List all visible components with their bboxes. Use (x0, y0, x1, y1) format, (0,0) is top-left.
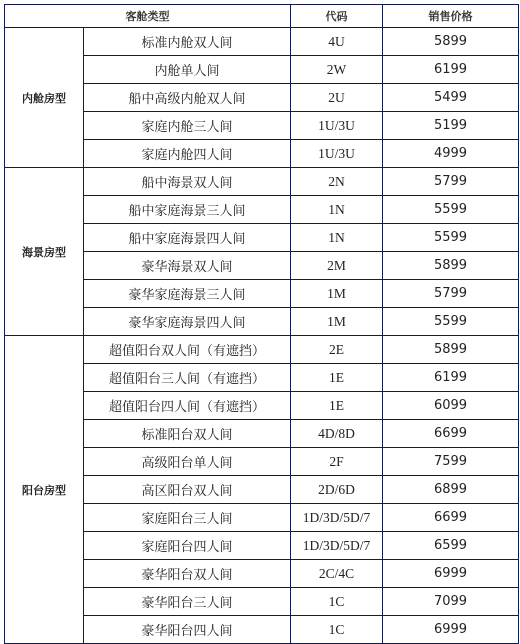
price-cell: 6999 (383, 616, 519, 644)
price-cell: 5599 (383, 308, 519, 336)
room-name-cell: 船中海景双人间 (84, 168, 291, 196)
code-cell: 1E (291, 392, 383, 420)
price-cell: 6699 (383, 504, 519, 532)
price-cell: 6199 (383, 364, 519, 392)
room-name-cell: 豪华阳台四人间 (84, 616, 291, 644)
price-cell: 7599 (383, 448, 519, 476)
price-table (4, 4, 519, 644)
header-price: 销售价格 (383, 5, 519, 28)
room-name-cell: 高级阳台单人间 (84, 448, 291, 476)
room-group-label: 海景房型 (5, 168, 84, 336)
room-name-cell: 标准内舱双人间 (84, 28, 291, 56)
room-name-cell: 船中家庭海景三人间 (84, 196, 291, 224)
price-cell: 7099 (383, 588, 519, 616)
code-cell: 2W (291, 56, 383, 84)
header-row (5, 5, 519, 28)
code-cell: 1E (291, 364, 383, 392)
code-cell: 4U (291, 28, 383, 56)
code-cell: 2U (291, 84, 383, 112)
room-name-cell: 家庭内舱三人间 (84, 112, 291, 140)
room-name-cell: 内舱单人间 (84, 56, 291, 84)
room-name-cell: 豪华海景双人间 (84, 252, 291, 280)
code-cell: 2E (291, 336, 383, 364)
room-name-cell: 标准阳台双人间 (84, 420, 291, 448)
price-cell: 5899 (383, 28, 519, 56)
price-cell: 6899 (383, 476, 519, 504)
code-cell: 1U/3U (291, 140, 383, 168)
table-row (5, 168, 519, 196)
room-group-label: 内舱房型 (5, 28, 84, 168)
code-cell: 1M (291, 280, 383, 308)
table-body (5, 28, 519, 644)
price-cell: 5599 (383, 224, 519, 252)
room-name-cell: 高区阳台双人间 (84, 476, 291, 504)
room-name-cell: 家庭阳台三人间 (84, 504, 291, 532)
room-name-cell: 豪华阳台双人间 (84, 560, 291, 588)
price-cell: 5599 (383, 196, 519, 224)
price-cell: 5199 (383, 112, 519, 140)
table-row (5, 28, 519, 56)
code-cell: 2N (291, 168, 383, 196)
code-cell: 2D/6D (291, 476, 383, 504)
room-name-cell: 家庭阳台四人间 (84, 532, 291, 560)
code-cell: 1M (291, 308, 383, 336)
price-cell: 5799 (383, 168, 519, 196)
room-name-cell: 超值阳台三人间（有遮挡） (84, 364, 291, 392)
code-cell: 1U/3U (291, 112, 383, 140)
price-cell: 5899 (383, 252, 519, 280)
room-name-cell: 家庭内舱四人间 (84, 140, 291, 168)
room-group-label: 阳台房型 (5, 336, 84, 644)
code-cell: 1D/3D/5D/7 (291, 532, 383, 560)
code-cell: 1N (291, 196, 383, 224)
room-name-cell: 豪华家庭海景四人间 (84, 308, 291, 336)
code-cell: 1C (291, 588, 383, 616)
price-cell: 6199 (383, 56, 519, 84)
room-name-cell: 超值阳台双人间（有遮挡） (84, 336, 291, 364)
room-name-cell: 超值阳台四人间（有遮挡） (84, 392, 291, 420)
room-name-cell: 豪华阳台三人间 (84, 588, 291, 616)
price-cell: 6699 (383, 420, 519, 448)
code-cell: 1D/3D/5D/7 (291, 504, 383, 532)
price-cell: 4999 (383, 140, 519, 168)
room-name-cell: 船中家庭海景四人间 (84, 224, 291, 252)
code-cell: 1C (291, 616, 383, 644)
price-cell: 5799 (383, 280, 519, 308)
code-cell: 2F (291, 448, 383, 476)
code-cell: 2M (291, 252, 383, 280)
table-row (5, 336, 519, 364)
price-cell: 6599 (383, 532, 519, 560)
price-cell: 5899 (383, 336, 519, 364)
price-cell: 5499 (383, 84, 519, 112)
code-cell: 4D/8D (291, 420, 383, 448)
room-name-cell: 船中高级内舱双人间 (84, 84, 291, 112)
header-code: 代码 (291, 5, 383, 28)
code-cell: 1N (291, 224, 383, 252)
price-cell: 6999 (383, 560, 519, 588)
code-cell: 2C/4C (291, 560, 383, 588)
room-name-cell: 豪华家庭海景三人间 (84, 280, 291, 308)
header-cabin-type: 客舱类型 (5, 5, 291, 28)
price-cell: 6099 (383, 392, 519, 420)
